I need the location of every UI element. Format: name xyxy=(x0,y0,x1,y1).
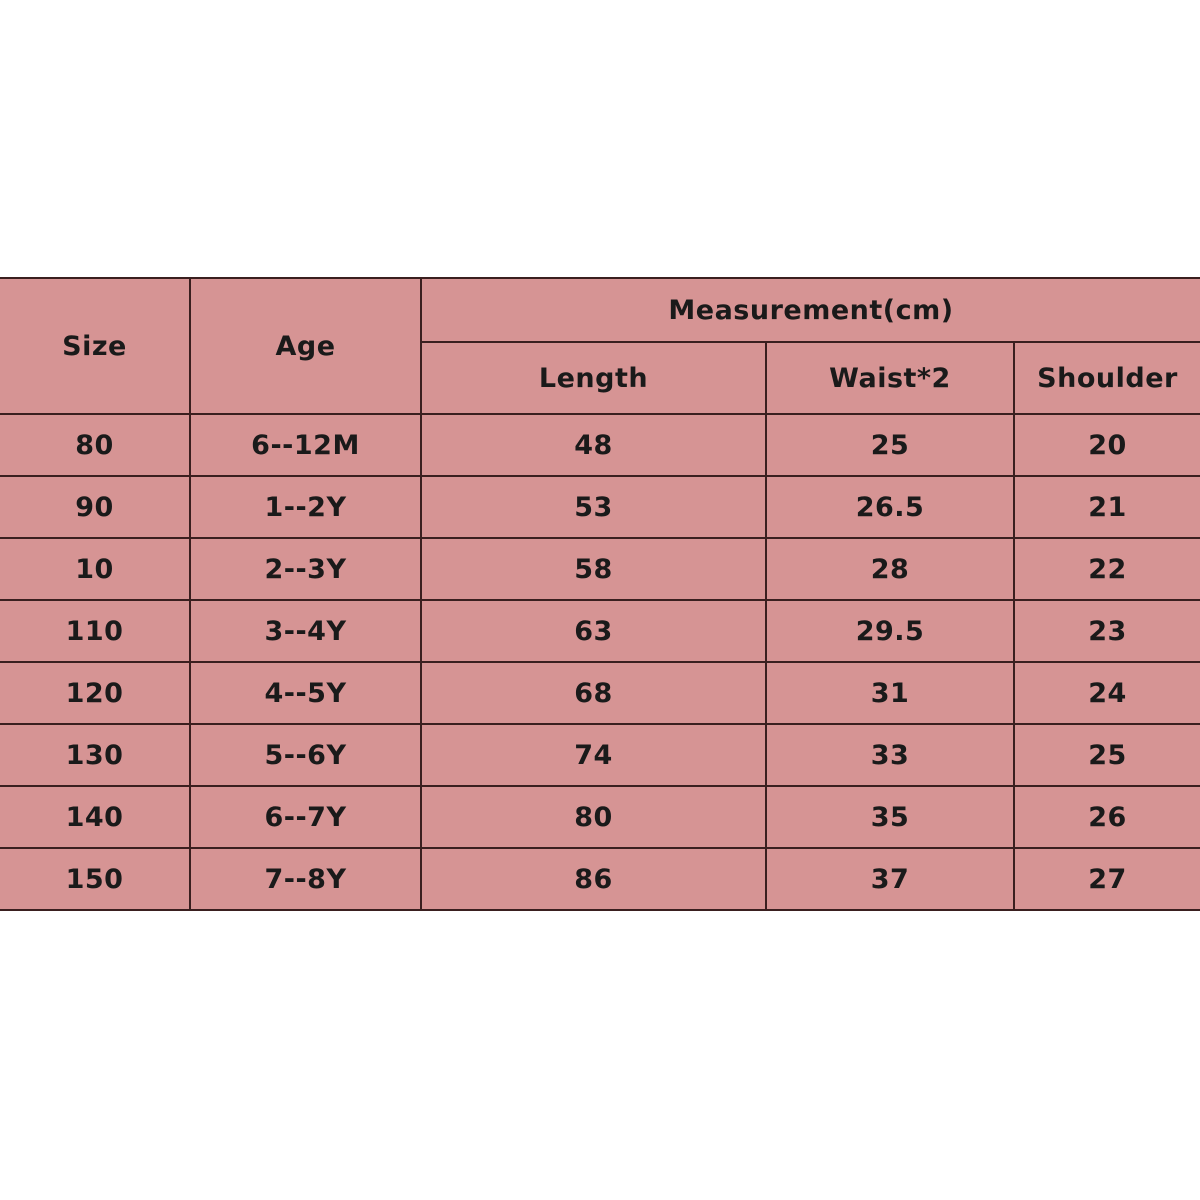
cell-length: 74 xyxy=(421,724,766,786)
cell-size: 140 xyxy=(0,786,190,848)
cell-waist: 35 xyxy=(766,786,1014,848)
cell-size: 150 xyxy=(0,848,190,910)
cell-shoulder: 21 xyxy=(1014,476,1200,538)
cell-size: 130 xyxy=(0,724,190,786)
cell-shoulder: 27 xyxy=(1014,848,1200,910)
table-row xyxy=(0,786,1200,848)
cell-length: 53 xyxy=(421,476,766,538)
cell-size: 120 xyxy=(0,662,190,724)
cell-waist: 25 xyxy=(766,414,1014,476)
cell-length: 48 xyxy=(421,414,766,476)
cell-size: 110 xyxy=(0,600,190,662)
cell-waist: 31 xyxy=(766,662,1014,724)
cell-age: 5--6Y xyxy=(190,724,421,786)
cell-length: 80 xyxy=(421,786,766,848)
cell-length: 58 xyxy=(421,538,766,600)
header-shoulder: Shoulder xyxy=(1014,342,1200,414)
table-row xyxy=(0,600,1200,662)
cell-age: 6--7Y xyxy=(190,786,421,848)
table-row xyxy=(0,724,1200,786)
cell-waist: 29.5 xyxy=(766,600,1014,662)
cell-shoulder: 22 xyxy=(1014,538,1200,600)
cell-length: 63 xyxy=(421,600,766,662)
cell-length: 68 xyxy=(421,662,766,724)
cell-shoulder: 24 xyxy=(1014,662,1200,724)
cell-age: 4--5Y xyxy=(190,662,421,724)
header-age: Age xyxy=(190,278,421,414)
table-row xyxy=(0,476,1200,538)
table-row xyxy=(0,414,1200,476)
header-length: Length xyxy=(421,342,766,414)
table-row xyxy=(0,848,1200,910)
table-row xyxy=(0,662,1200,724)
cell-size: 10 xyxy=(0,538,190,600)
cell-shoulder: 26 xyxy=(1014,786,1200,848)
header-size: Size xyxy=(0,278,190,414)
cell-waist: 33 xyxy=(766,724,1014,786)
cell-size: 80 xyxy=(0,414,190,476)
cell-age: 3--4Y xyxy=(190,600,421,662)
cell-waist: 37 xyxy=(766,848,1014,910)
header-row-1 xyxy=(0,278,1200,342)
cell-shoulder: 20 xyxy=(1014,414,1200,476)
size-chart-table xyxy=(0,277,1200,911)
cell-shoulder: 25 xyxy=(1014,724,1200,786)
cell-waist: 26.5 xyxy=(766,476,1014,538)
cell-shoulder: 23 xyxy=(1014,600,1200,662)
header-waist: Waist*2 xyxy=(766,342,1014,414)
cell-age: 7--8Y xyxy=(190,848,421,910)
table-row xyxy=(0,538,1200,600)
cell-waist: 28 xyxy=(766,538,1014,600)
cell-age: 2--3Y xyxy=(190,538,421,600)
size-chart-body xyxy=(0,278,1200,910)
cell-age: 1--2Y xyxy=(190,476,421,538)
cell-size: 90 xyxy=(0,476,190,538)
cell-age: 6--12M xyxy=(190,414,421,476)
header-measurement: Measurement(cm) xyxy=(421,278,1200,342)
cell-length: 86 xyxy=(421,848,766,910)
